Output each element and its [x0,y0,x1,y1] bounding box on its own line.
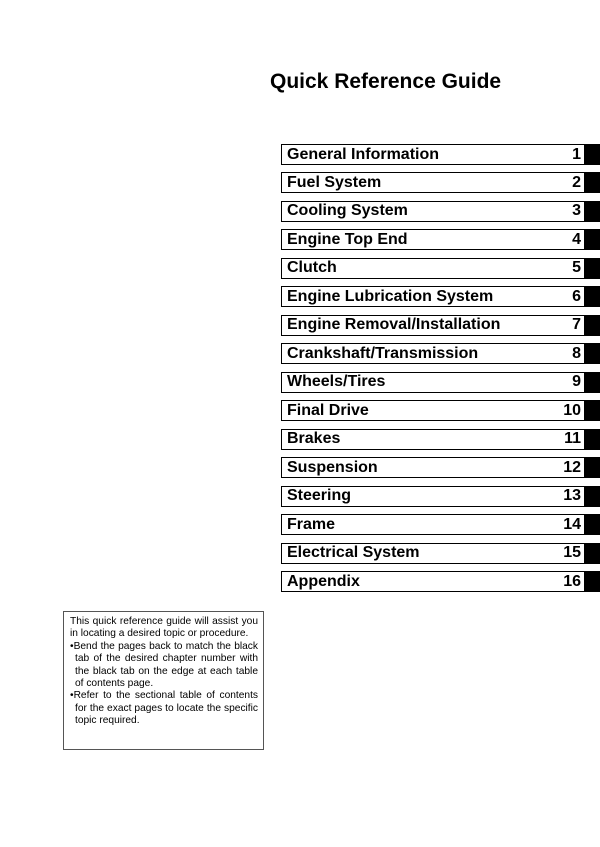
black-tab [585,400,600,421]
chapter-label: Clutch [287,259,337,277]
chapter-link[interactable] [281,315,585,336]
chapter-label: Suspension [287,458,378,476]
chapter-link[interactable] [281,543,585,564]
black-tab [585,315,600,336]
chapter-number: 16 [563,572,581,590]
chapter-link[interactable] [281,571,585,592]
chapter-number: 7 [572,316,581,334]
chapter-label: Frame [287,515,336,533]
black-tab [585,258,600,279]
black-tab [585,514,600,535]
chapter-label: Electrical System [287,544,420,562]
chapter-number: 2 [572,173,581,191]
note-bullet: •Bend the pages back to match the black tab of the desired chapter number with the black tab on the edge at each table of contents page. [70,640,258,690]
black-tab [585,571,600,592]
chapter-link[interactable] [281,514,585,535]
black-tab [585,172,600,193]
black-tab [585,144,600,165]
chapter-number: 4 [572,230,581,248]
chapter-number: 13 [563,487,581,505]
chapter-row[interactable] [281,229,600,250]
chapter-number: 1 [572,145,581,163]
chapter-number: 12 [563,458,581,476]
chapter-row[interactable] [281,486,600,507]
chapter-link[interactable] [281,286,585,307]
chapter-row[interactable] [281,201,600,222]
chapter-link[interactable] [281,343,585,364]
chapter-link[interactable] [281,229,585,250]
page-title: Quick Reference Guide [270,70,502,93]
chapter-row[interactable] [281,343,600,364]
chapter-link[interactable] [281,400,585,421]
chapter-row[interactable] [281,315,600,336]
black-tab [585,429,600,450]
chapter-label: Steering [287,487,352,505]
black-tab [585,343,600,364]
chapter-label: General Information [287,145,440,163]
chapter-link[interactable] [281,429,585,450]
black-tab [585,372,600,393]
chapter-row[interactable] [281,286,600,307]
black-tab [585,543,600,564]
chapter-link[interactable] [281,172,585,193]
usage-note-box [63,611,264,750]
chapter-link[interactable] [281,258,585,279]
chapter-number: 9 [572,373,581,391]
chapter-row[interactable] [281,514,600,535]
note-intro: This quick reference guide will assist you in locating a desired topic or procedure. [70,616,258,640]
note-bullet: •Refer to the sectional table of contents for the exact pages to locate the specific topic required. [70,690,258,727]
chapter-row[interactable] [281,372,600,393]
chapter-number: 14 [563,515,581,533]
chapter-row[interactable] [281,571,600,592]
chapter-row[interactable] [281,258,600,279]
chapter-number: 5 [572,259,581,277]
chapter-number: 3 [572,202,581,220]
chapter-row[interactable] [281,172,600,193]
chapter-label: Brakes [287,430,341,448]
chapter-label: Wheels/Tires [287,373,386,391]
chapter-label: Engine Top End [287,230,408,248]
chapter-label: Engine Removal/Installation [287,316,501,334]
black-tab [585,457,600,478]
chapter-label: Cooling System [287,202,408,220]
chapter-link[interactable] [281,486,585,507]
chapter-row[interactable] [281,543,600,564]
chapter-number: 15 [563,544,581,562]
chapter-row[interactable] [281,457,600,478]
chapter-label: Final Drive [287,401,369,419]
chapter-label: Appendix [287,572,360,590]
chapter-number: 8 [572,344,581,362]
chapter-label: Crankshaft/Transmission [287,344,479,362]
chapter-index [281,144,600,600]
black-tab [585,201,600,222]
chapter-number: 6 [572,287,581,305]
chapter-number: 11 [564,430,581,448]
chapter-link[interactable] [281,372,585,393]
chapter-label: Fuel System [287,173,382,191]
chapter-row[interactable] [281,400,600,421]
chapter-link[interactable] [281,144,585,165]
black-tab [585,486,600,507]
black-tab [585,229,600,250]
chapter-row[interactable] [281,429,600,450]
chapter-link[interactable] [281,201,585,222]
chapter-link[interactable] [281,457,585,478]
black-tab [585,286,600,307]
chapter-label: Engine Lubrication System [287,287,494,305]
chapter-row[interactable] [281,144,600,165]
chapter-number: 10 [563,401,581,419]
